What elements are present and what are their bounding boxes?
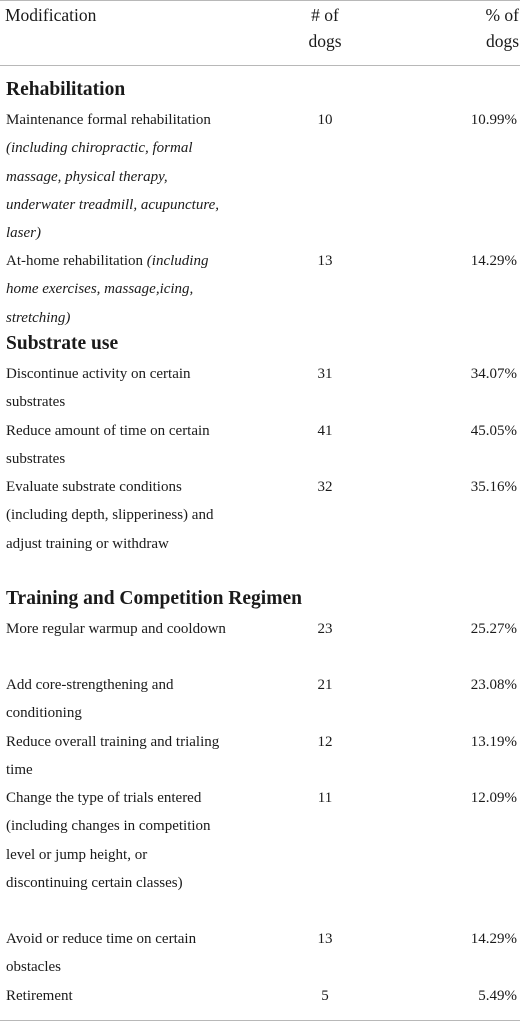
row-note: (including home exercises, massage,icing, stretching) [6,253,209,326]
row-label: Reduce overall training and trialing time [6,734,220,779]
row-count: 10 [317,112,333,128]
row-count: 5 [321,988,329,1004]
row-count: 31 [317,366,333,382]
row-count: 21 [317,677,333,693]
row-percent: 35.16% [470,479,517,495]
row-label: Evaluate substrate conditions (including depth, slipperiness) and adjust training or withdraw [6,479,214,552]
row-percent: 25.27% [470,621,517,637]
row-label: Add core-strengthening and conditioning [6,677,174,722]
row-percent: 23.08% [470,677,517,693]
row-percent: 13.19% [470,734,517,750]
row-label-text: At-home rehabilitation [6,253,144,269]
row-label: Discontinue activity on certain substrates [6,366,191,411]
header-dogs-percent: % of dogs [485,5,519,51]
row-count: 12 [317,734,333,750]
row-count: 23 [317,621,333,637]
table-top-rule [0,0,520,1]
header-dogs-count: # of dogs [308,5,342,51]
row-percent: 14.29% [470,253,517,269]
row-label: Avoid or reduce time on certain obstacles [6,931,197,976]
row-label: More regular warmup and cooldown [6,621,226,637]
section-title: Rehabilitation [6,79,126,100]
row-percent: 12.09% [470,790,517,806]
row-count: 32 [317,479,333,495]
section-title: Substrate use [6,333,119,354]
row-percent: 14.29% [470,931,517,947]
section-title: Training and Competition Regimen [6,588,302,609]
row-count: 41 [317,423,333,439]
row-label: Retirement [6,988,73,1004]
row-label [6,106,226,247]
row-label: Change the type of trials entered (including changes in competition level or jump height, or discontinuing certain classes) [6,790,211,891]
row-label: Reduce amount of time on certain substrates [6,423,210,468]
row-percent: 45.05% [470,423,517,439]
row-count: 13 [317,253,333,269]
header-rule [0,65,520,66]
row-label [6,247,226,332]
header-modification: Modification [5,5,97,25]
row-percent: 34.07% [470,366,517,382]
row-percent: 5.49% [478,988,517,1004]
row-count: 11 [317,790,333,806]
row-label-text: Maintenance formal rehabilitation [6,112,211,128]
table-bottom-rule [0,1020,520,1021]
row-count: 13 [317,931,333,947]
row-note: (including chiropractic, formal massage, physical therapy, underwater treadmill, acupuncture, laser) [6,140,220,242]
row-percent: 10.99% [470,112,517,128]
